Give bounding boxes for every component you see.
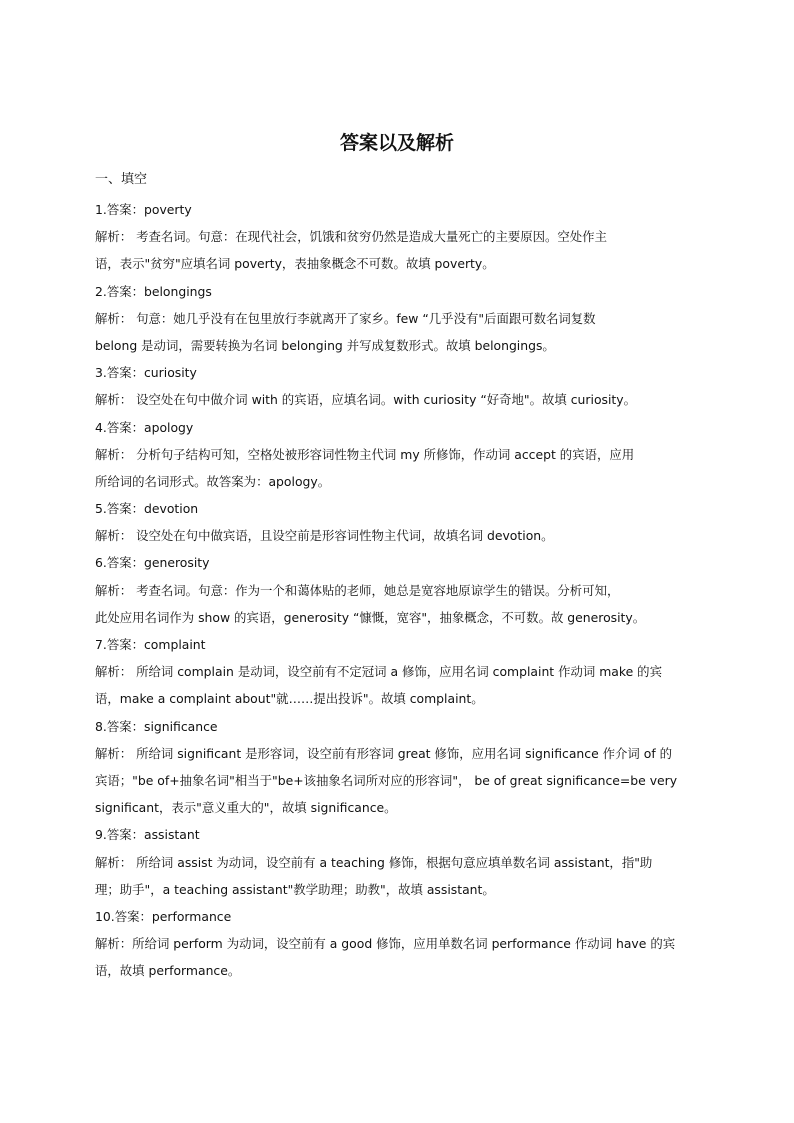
answer-line: 9.答案：assistant (95, 827, 200, 843)
explanation-line: 理；助手"，a teaching assistant"教学助理；助教"，故填 assistant。 (95, 881, 495, 897)
explanation-line: 所给词的名词形式。故答案为：apology。 (95, 473, 331, 489)
answer-entry (95, 359, 705, 413)
explanation-line: 解析： 设空处在句中做介词 with 的宾语，应填名词。with curiosity “好奇地"。故填 curiosity。 (95, 392, 637, 408)
explanation-line: 宾语；"be of+抽象名词"相当于"be+该抽象名词所对应的形容词"， be of great significance=be very (95, 772, 678, 788)
explanation-line: 解析： 所给词 complain 是动词，设空前有不定冠词 a 修饰，应用名词 complaint 作动词 make 的宾 (95, 664, 662, 680)
answer-entry (95, 903, 705, 985)
answer-entry (95, 278, 705, 360)
explanation-line: 解析： 考查名词。句意：作为一个和蔼体贴的老师，她总是宽容地原谅学生的错误。分析可知， (95, 582, 620, 598)
explanation-line: 解析： 所给词 significant 是形容词，设空前有形容词 great 修饰，应用名词 significance 作介词 of 的 (95, 745, 673, 761)
explanation-line: significant，表示"意义重大的"，故填 significance。 (95, 800, 397, 816)
answer-entry (95, 414, 705, 496)
page-title: 答案以及解析 (339, 132, 454, 154)
answer-line: 10.答案：performance (95, 908, 232, 924)
answer-line: 2.答案：belongings (95, 283, 212, 299)
answer-entry (95, 196, 705, 278)
explanation-line: 解析： 考查名词。句意：在现代社会，饥饿和贫穷仍然是造成大量死亡的主要原因。空处作主 (95, 229, 607, 245)
answer-line: 1.答案：poverty (95, 202, 192, 217)
answer-entry (95, 713, 705, 822)
section-heading: 一、填空 (95, 172, 148, 187)
explanation-line: belong 是动词，需要转换为名词 belonging 并写成复数形式。故填 belongings。 (95, 337, 555, 353)
explanation-line: 此处应用名词作为 show 的宾语，generosity “慷慨，宽容"，抽象概念，不可数。故 generosity。 (95, 609, 646, 625)
answer-entry (95, 549, 705, 631)
answer-line: 6.答案：generosity (95, 555, 210, 571)
answer-entry (95, 495, 705, 549)
explanation-line: 语，表示"贫穷"应填名词 poverty，表抽象概念不可数。故填 poverty。 (95, 256, 495, 272)
answer-entry (95, 821, 705, 903)
answer-line: 4.答案：apology (95, 419, 194, 435)
explanation-line: 语，make a complaint about"就……提出投诉"。故填 complaint。 (95, 691, 484, 707)
answer-line: 7.答案：complaint (95, 637, 206, 652)
explanation-line: 解析： 分析句子结构可知，空格处被形容词性物主代词 my 所修饰，作动词 accept 的宾语，应用 (95, 446, 635, 462)
answer-entry (95, 631, 705, 713)
answer-list (95, 196, 705, 984)
explanation-line: 解析： 设空处在句中做宾语，且设空前是形容词性物主代词，故填名词 devotion。 (95, 528, 554, 544)
explanation-line: 解析： 句意：她几乎没有在包里放行李就离开了家乡。few “几乎没有"后面跟可数名词复数 (95, 310, 596, 326)
answer-line: 5.答案：devotion (95, 501, 199, 517)
answer-line: 3.答案：curiosity (95, 365, 197, 381)
explanation-line: 解析： 所给词 assist 为动词，设空前有 a teaching 修饰，根据句意应填单数名词 assistant，指"助 (95, 854, 653, 870)
explanation-line: 语，故填 performance。 (95, 963, 241, 979)
answer-line: 8.答案：significance (95, 718, 218, 734)
explanation-line: 解析：所给词 perform 为动词，设空前有 a good 修饰，应用单数名词 performance 作动词 have 的宾 (95, 936, 676, 952)
